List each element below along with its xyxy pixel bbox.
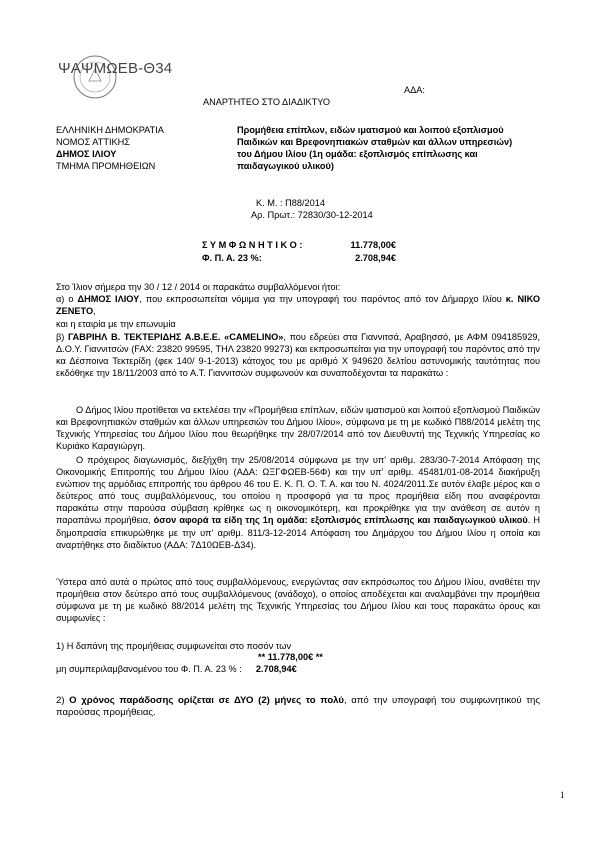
tender-ratification: . Η δημοπρασία επικυρώθηκε με την υπ' αριθμ. 811/3-12-2014 Απόφαση του Δημάρχου του Δήμου Ιλίου η οποία και αναρτήθηκε στο διαδίκτυο (ΑΔΑ: 7Δ10ΩΕΒ-Δ34). — [56, 515, 540, 550]
clause-2-prefix: 2) — [56, 695, 70, 706]
purpose-paragraph: Ο Δήμος Ιλίου προτίθεται να εκτελέσει την «Προμήθεια επίπλων, ειδών ιματισμού και λοιπού εξοπλισμού Παιδικών και Βρεφονηπιακών σταθμών και άλλων υπηρεσιών του Δήμου Ιλίου», σύμφωνα με τη με κωδικό Π88/2014 μελέτη της Τεχνικής Υπηρεσίας του Δήμου Ιλίου που θεωρήθηκε την 28/07/2014 από τον Διευθυντή της Τεχνικής Υπηρεσίας κο Κυριάκο Καραγιώργη. — [56, 405, 540, 452]
contract-value: 11.778,00€ — [350, 240, 396, 250]
party-a-text: , που εκπροσωπείται νόμιμα για την υπογραφή του παρόντος από τον Δήμαρχο Ιλίου — [139, 294, 506, 304]
posted-online-note: ΑΝΑΡΤΗΤΕΟ ΣΤΟ ΔΙΑΔΙΚΤΥΟ — [203, 97, 331, 107]
subject-line: Παιδικών και Βρεφονηπιακών σταθμών και άλλων υπηρεσιών) — [237, 137, 513, 147]
issuer-block — [56, 124, 164, 172]
party-a-prefix: α) ο — [56, 294, 78, 304]
subject-line: παιδαγωγικού υλικού) — [237, 161, 334, 171]
party-b-name: ΓΑΒΡΙΗΛ Β. ΤΕΚΤΕΡΙΔΗΣ Α.Β.Ε.Ε. «CAMELINO» — [68, 332, 284, 342]
party-a-end: , — [93, 306, 96, 317]
issuer-line: ΕΛΛΗΝΙΚΗ ΔΗΜΟΚΡΑΤΙΑ — [56, 125, 164, 135]
party-b-text: , που εδρεύει στα Γιαννιτσά, Αραβησσό, με ΑΦΜ 094185929, Δ.Ο.Υ. Γιαννιτσών (FAX: 23820 99595, ΤΗΛ 23820 99273) και εκπροσωπείται για την υπογραφή του παρόντος από την κα Δέσποινα Τεκτερίδη (φεκ 140/ 9-1-2013) κάτοχος του με αριθμό Χ 949620 δελτίου αστυνομικής ταυτότητας που εκδόθηκε την 18/11/2003 από το Α.Τ. Γιαννιτσών συμφωνούν και συναποδέχονται τα παρακάτω : — [56, 332, 541, 379]
party-b-paragraph — [56, 331, 540, 379]
ada-label: ΑΔΑ: — [404, 85, 425, 95]
clause-1-vat-label: μη συμπεριλαμβανομένου του Φ. Π. Α. 23 % : — [56, 664, 242, 674]
party-a-paragraph — [56, 293, 540, 317]
issuer-line: ΝΟΜΟΣ ΑΤΤΙΚΗΣ — [56, 137, 130, 147]
delivery-term: Ο χρόνος παράδοσης ορίζεται σε ΔΥΟ (2) μήνες το πολύ — [69, 695, 344, 706]
mayor-name: κ. ΝΙΚΟ ΖΕΝΕΤΟ — [56, 294, 541, 317]
subject-block — [237, 124, 547, 172]
document-id-watermark: ΨΑΨΜΩΕΒ-Θ34 — [58, 60, 173, 77]
totals-block — [202, 239, 396, 264]
km-reference: Κ. Μ. : Π88/2014 — [256, 198, 325, 208]
company-intro: και η εταιρία με την επωνυμία — [56, 319, 176, 329]
contract-label: Σ Υ Μ Φ Ω Ν Η Τ Ι Κ Ο : — [202, 240, 303, 250]
clause-2-text: , από την υπογραφή του συμφωνητικού της παρούσας προμήθειας. — [56, 695, 540, 719]
intro-paragraph: Στο Ίλιον σήμερα την 30 / 12 / 2014 οι παρακάτω συμβαλλόμενοι ήτοι: — [56, 282, 341, 292]
clause-1-vat-value: 2.708,94€ — [255, 664, 297, 674]
issuer-line: ΤΜΗΜΑ ΠΡΟΜΗΘΕΙΩΝ — [56, 161, 156, 171]
tender-paragraph — [56, 454, 540, 551]
tender-text: Ο πρόχειρος διαγωνισμός, διεξήχθη την 25/08/2014 σύμφωνα με την υπ' αριθμ. 283/30-7-2014 Απόφαση της Οικονομικής Επιτροπής του Δήμου Ιλίου (ΑΔΑ: ΩΞΓΦΩΕΒ-56Φ) και την υπ' αριθμ. 45481/01-08-2014 διακήρυξη ενώπιον της αρμόδιας επιτροπής του άρθρου 46 του Ε. Κ. Π. Ο. Τ. Α. και του Ν. 4024/2011.Σε αυτόν έλαβε μέρος και ο δεύτερος από τους συμβαλλόμενους, του οποίου η προσφορά για τα προς προμήθεια είδη που αναφέρονται παρακάτω στην παρούσα σύμβαση κρίθηκε ως η οικονομικότερη, και προκρίθηκε για την ανάθεση σε αυτόν η παραπάνω προμήθεια, — [56, 455, 540, 526]
party-a-name: ΔΗΜΟΣ ΙΛΙΟΥ — [77, 294, 140, 304]
clause-2 — [56, 695, 540, 719]
vat-label: Φ. Π. Α. 23 %: — [202, 252, 262, 263]
protocol-number: Αρ. Πρωτ.: 72830/30-12-2014 — [251, 210, 373, 220]
clause-1-vat — [56, 664, 297, 674]
subject-line: Προμήθεια επίπλων, ειδών ιματισμού και λοιπού εξοπλισμού — [237, 125, 504, 135]
tender-lot: όσον αφορά τα είδη της 1η ομάδα: εξοπλισμός επίπλωσης και παιδαγωγικού υλικού — [153, 515, 528, 526]
assignment-paragraph: Ύστερα από αυτά ο πρώτος από τους συμβαλλόμενους, ενεργώντας σαν εκπρόσωπος του Δήμου Ιλίου, αναθέτει την προμήθεια στον δεύτερο από τους συμβαλλόμενους (ανάδοχο), ο οποίος αποδέχεται και αναλαμβάνει την προμήθεια σύμφωνα με τη με κωδικό 88/2014 μελέτη της Τεχνικής Υπηρεσίας του Δήμου Ιλίου και τους παρακάτω όρους και συμφωνίες : — [56, 577, 540, 624]
subject-line: του Δήμου Ιλίου (1η ομάδα: εξοπλισμός επίπλωσης και — [237, 149, 478, 159]
clause-1: 1) Η δαπάνη της προμήθειας συμφωνείται στο ποσόν των — [56, 641, 292, 651]
party-b-prefix: β) — [56, 332, 69, 342]
issuer-line: ΔΗΜΟΣ ΙΛΙΟΥ — [56, 149, 117, 159]
vat-value: 2.708,94€ — [355, 252, 396, 263]
page-number: 1 — [560, 790, 565, 800]
clause-1-amount: ** 11.778,00€ ** — [258, 652, 323, 662]
